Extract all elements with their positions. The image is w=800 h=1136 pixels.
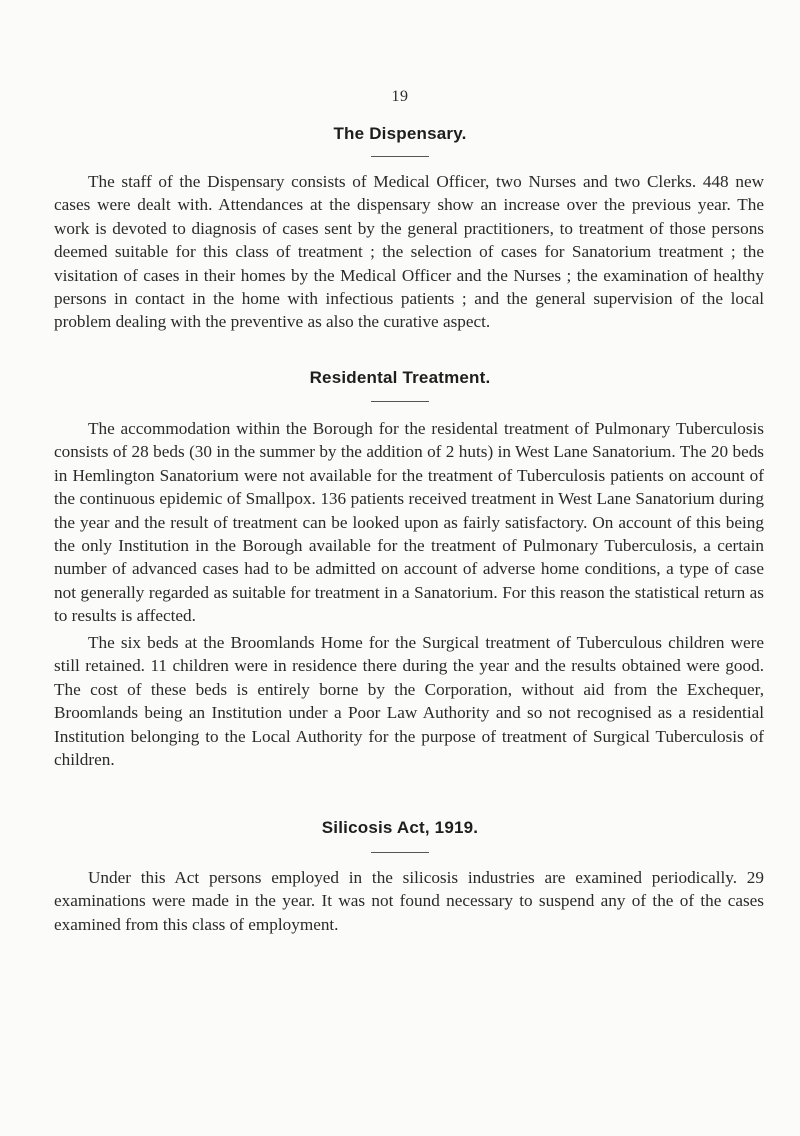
paragraph-silicosis: Under this Act persons employed in the silicosis industries are examined periodically. 29 examinations were made in the year. It was not found necessary to suspend any of the of the cases examined from this class of employment. (54, 868, 764, 934)
section-divider (371, 852, 429, 853)
section-divider (371, 156, 429, 157)
paragraph-residental-accommodation: The accommodation within the Borough for the residental treatment of Pulmonary Tuberculosis consists of 28 beds (30 in the summer by the addition of 2 huts) in West Lane Sanatorium. The 20 beds in Hemlington Sanatorium were not available for the treatment of Tuberculosis patients on account of the continuous epidemic of Smallpox. 136 patients received treatment in West Lane Sanatorium during the year and the result of treatment can be looked upon as fairly satisfactory. On account of this being the only Institution in the Borough available for the treatment of Pulmonary Tuberculosis, a certain number of advanced cases had to be admitted on account of adverse home conditions, a type of case not generally regarded as suitable for treatment in a Sanatorium. For this reason the statistical return as to results is affected. (54, 419, 764, 626)
page-number: 19 (391, 88, 409, 105)
section-heading-silicosis-act: Silicosis Act, 1919. (321, 818, 479, 837)
section-heading-residental-treatment: Residental Treatment. (309, 368, 491, 387)
section-heading-dispensary: The Dispensary. (333, 124, 467, 143)
paragraph-dispensary: The staff of the Dispensary consists of Medical Officer, two Nurses and two Clerks. 448 new cases were dealt with. Attendances at the dispensary show an increase over the previous year. The work is devoted to diagnosis of cases sent by the general practitioners, to treatment of those persons deemed suitable for this class of treatment ; the selection of cases for Sanatorium treatment ; the visitation of cases in their homes by the Medical Officer and the Nurses ; the examination of healthy persons in contact in the home with infectious patients ; and the general supervision of the local problem dealing with the preventive as also the curative aspect. (54, 172, 764, 332)
section-divider (371, 401, 429, 402)
paragraph-broomlands-home: The six beds at the Broomlands Home for the Surgical treatment of Tuberculous children were still retained. 11 children were in residence there during the year and the results obtained were good. The cost of these beds is entirely borne by the Corporation, without aid from the Exchequer, Broomlands being an Institution under a Poor Law Authority and so not recognised as a residential Institution belonging to the Local Authority for the purpose of treatment of Surgical Tuberculosis of children. (54, 633, 764, 770)
